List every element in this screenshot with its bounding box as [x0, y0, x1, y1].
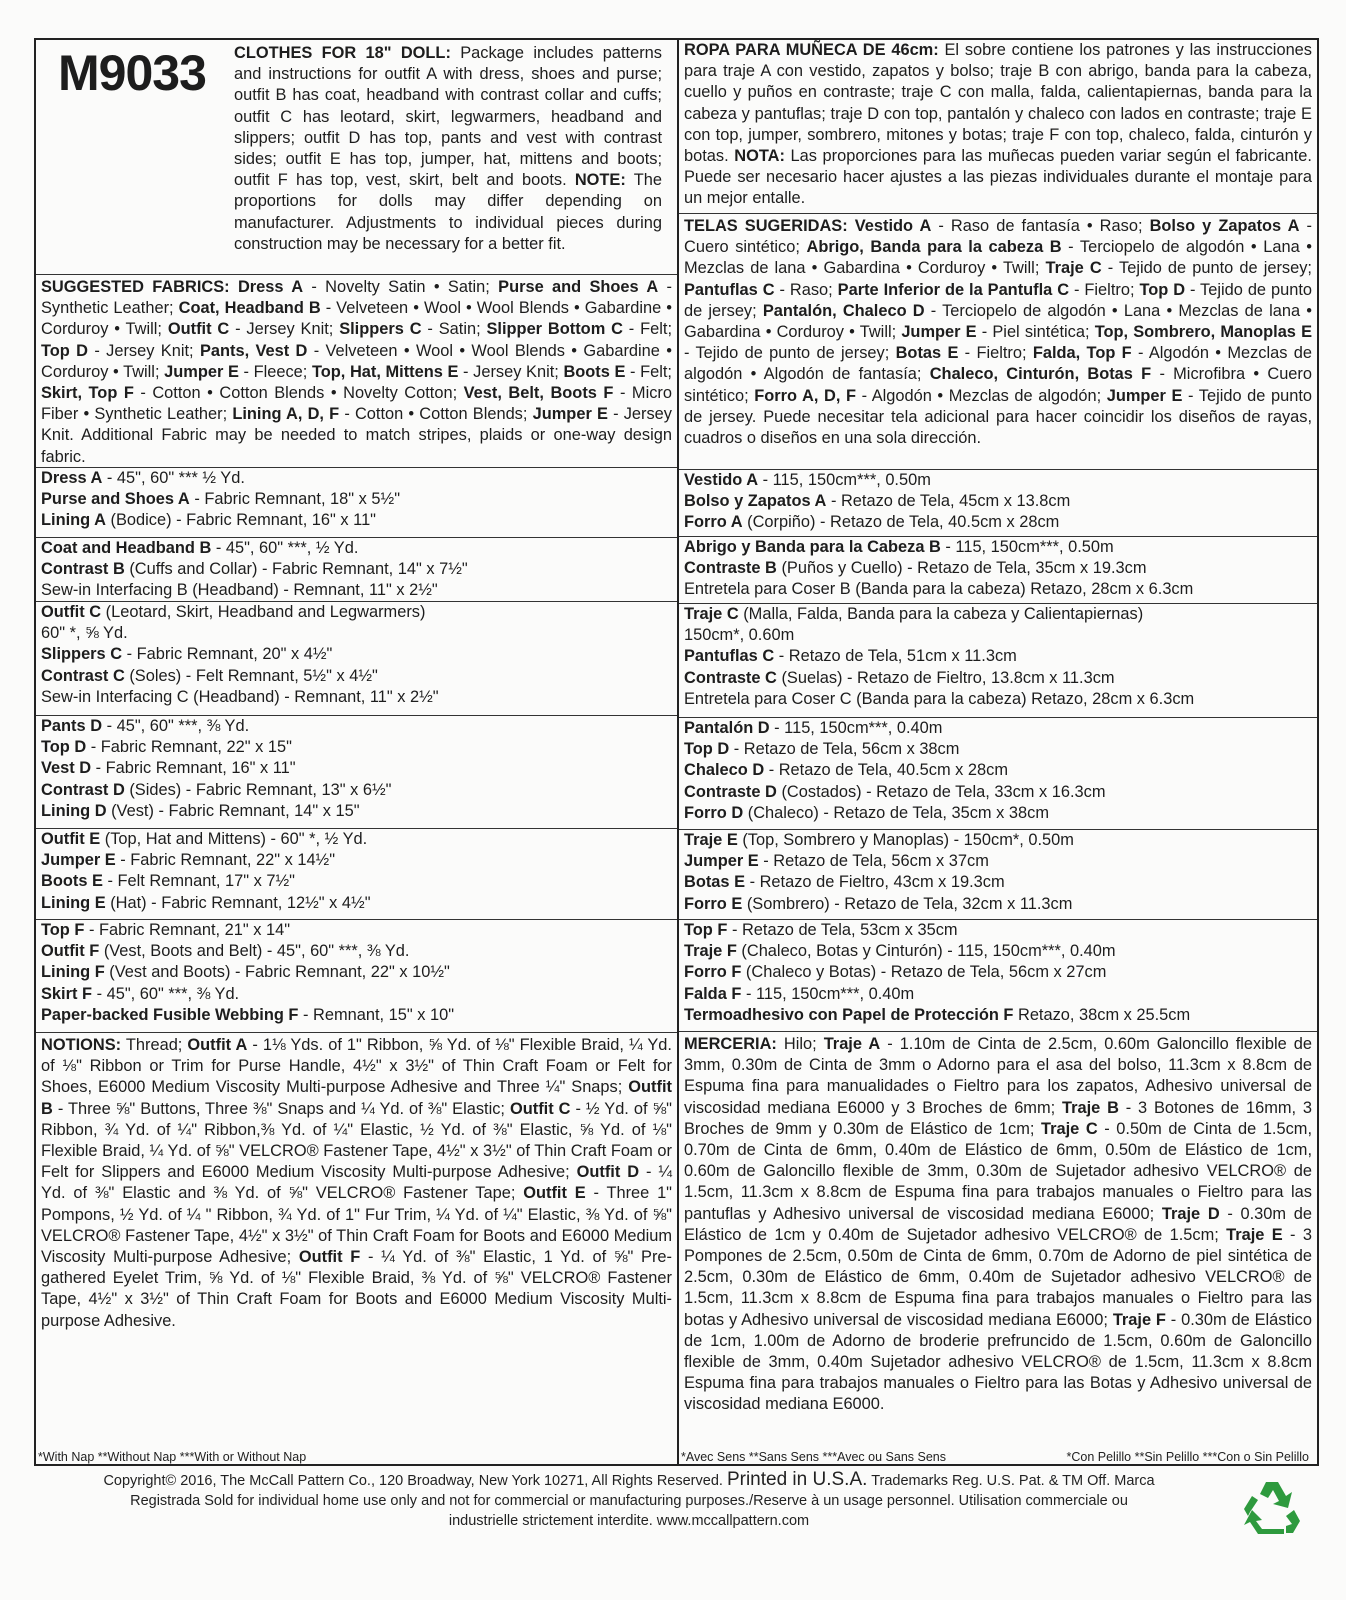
bold-run: Contrast D: [41, 780, 125, 799]
text-run: - Velveteen • Wool • Wool Blends • Gabardine • Corduroy • Twill;: [41, 299, 673, 339]
text-run: - 45", 60" ***, ⅜ Yd.: [92, 984, 240, 1003]
text-run: 60" *, ⅝ Yd.: [41, 624, 128, 643]
bold-run: Traje C: [1045, 259, 1102, 278]
text-run: - Retazo de Tela, 56cm x 37cm: [758, 852, 989, 871]
text-run: - ¼ Yd. of ⅜" Elastic and ⅜ Yd. of ⅝" VELCRO® Fastener Tape;: [41, 1163, 672, 1203]
bold-run: Outfit A: [187, 1036, 248, 1054]
bold-run: SUGGESTED FABRICS: Dress A: [41, 278, 304, 296]
text-run: - Three 1" Pompons, ½ Yd. of ¼ " Ribbon, ¾ Yd. of 1" Fur Trim, ¼ Yd. of ¼" Elastic, ⅜ Yd. of ⅝" VELCRO® Fastener Tape, 4½" x 3½" of Thin Craft Foam for Boots and E6000 Medium Viscosity Multi-purpose Adhesive;: [41, 1184, 673, 1267]
text-run: - 115, 150cm***, 0.40m: [769, 719, 943, 737]
bold-run: MERCERIA:: [684, 1035, 777, 1053]
spanish-intro: [684, 40, 1312, 210]
text-run: - Fleece;: [238, 362, 312, 381]
bold-run: Pants D: [41, 717, 103, 735]
text-run: Hilo;: [776, 1035, 824, 1053]
text-run: (Vest, Boots and Belt) - 45", 60" ***, ⅜ Yd.: [99, 942, 410, 961]
yardage-line: [684, 668, 1312, 689]
metraje-bloque-c: [679, 604, 1317, 718]
yardage-line: [684, 625, 1312, 646]
text-run: Retazo, 38cm x 25.5cm: [1013, 1005, 1191, 1024]
bold-run: Top D: [1139, 280, 1186, 299]
bold-run: Outfit E: [523, 1184, 586, 1203]
bold-run: Abrigo, Banda para la cabeza B: [806, 238, 1062, 257]
text-run: - 45", 60" *** ½ Yd.: [102, 469, 245, 487]
text-run: - Fieltro;: [958, 344, 1033, 363]
text-run: - Jersey Knit;: [88, 341, 200, 360]
yardage-line: [684, 470, 1312, 491]
text-run: - Tejido de punto de jersey;: [684, 344, 896, 363]
text-run: El sobre contiene los patrones y las instrucciones para traje A con vestido, zapatos y bolso; traje B con abrigo, banda para la cabeza, cuello y puños en contraste; traje C con malla, falda, calientapiernas, banda para la cabeza y pantuflas; traje D con top, pantalón y chaleco con lados en contraste; traje E con top, jumper, sombrero, mitones y botas; traje F con top, chaleco, falda, cinturón y botas.: [684, 41, 1312, 166]
bold-run: Slippers C: [339, 320, 422, 339]
bold-run: Traje E: [1226, 1225, 1283, 1244]
text-run: (Chaleco y Botas) - Retazo de Tela, 56cm x 27cm: [741, 963, 1107, 982]
bold-run: Forro F: [684, 963, 742, 982]
yardage-block-d: [36, 716, 677, 829]
english-column: [36, 40, 679, 1464]
text-run: - 0.30m de Elástico de 1cm, 1.00m de Adorno de broderie prefruncido de 1.5cm, 0.60m de Galoncillo flexible de 3mm, 0.40m Sujetador adhesivo VELCRO® de 1.5cm, 11.3cm x 8.8cm Espuma fina para trabajos manuales o Fieltro para las Botas y Adhesivo universal de viscosidad mediana E6000.: [684, 1310, 1312, 1414]
bold-run: Purse and Shoes A: [498, 278, 659, 296]
text-run: - 45", 60" ***, ½ Yd.: [211, 539, 359, 557]
text-run: (Costados) - Retazo de Tela, 33cm x 16.3cm: [776, 782, 1106, 801]
spanish-intro-section: [679, 40, 1317, 214]
english-intro: [234, 43, 662, 255]
text-run: - Tejido de punto de jersey. Puede necesitar tela adicional para hacer coincidir los diseños de rayas, cuadros o diseños en una sola dirección.: [684, 386, 1312, 448]
text-run: - Felt Remnant, 17" x 7½": [102, 872, 295, 891]
spanish-nap-footnote: *Con Pelillo **Sin Pelillo ***Con o Sin Pelillo: [1066, 1450, 1309, 1464]
merceria-text: [684, 1034, 1312, 1416]
yardage-line: [684, 872, 1312, 893]
bold-run: Contrast C: [41, 666, 125, 685]
bold-run: Lining F: [41, 963, 105, 982]
bold-run: Forro E: [684, 894, 743, 913]
bold-run: Outfit C: [41, 603, 102, 621]
yardage-line: [41, 941, 672, 962]
yardage-line: [41, 920, 672, 941]
bold-run: Vestido A: [684, 471, 759, 489]
bold-run: Forro A: [684, 513, 743, 532]
bold-run: Pants, Vest D: [199, 341, 308, 360]
text-run: Sew-in Interfacing C (Headband) - Remnant, 11" x 2½": [41, 687, 439, 706]
yardage-line: [684, 604, 1312, 625]
text-run: - Fabric Remnant, 20" x 4½": [122, 645, 333, 664]
bold-run: Coat and Headband B: [41, 539, 212, 557]
yardage-line: [41, 580, 672, 601]
yardage-line: [684, 830, 1312, 851]
yardage-line: [684, 646, 1312, 667]
copyright-line1a: Copyright© 2016, The McCall Pattern Co., 120 Broadway, New York 10271, All Rights Reserved.: [103, 1473, 723, 1489]
text-run: - Retazo de Tela, 51cm x 11.3cm: [774, 647, 1017, 666]
yardage-line: [684, 962, 1312, 983]
yardage-line: [684, 920, 1312, 941]
text-run: The proportions for dolls may differ depending on manufacturer. Adjustments to individual pieces during construction may be necessary for a better fit.: [234, 171, 662, 253]
bold-run: Termoadhesivo con Papel de Protección F: [684, 1005, 1014, 1024]
yardage-line: [41, 510, 672, 531]
yardage-line: [41, 602, 672, 623]
copyright-notice: [34, 1470, 1224, 1531]
bold-run: Top, Sombrero, Manoplas E: [1094, 323, 1313, 342]
text-run: - Fieltro;: [1069, 280, 1140, 299]
text-run: (Sides) - Fabric Remnant, 13" x 6½": [124, 780, 392, 799]
yardage-line: [41, 644, 672, 665]
copyright-line1c: Trademarks Reg. U.S. Pat. & TM Off. Marca: [871, 1473, 1155, 1489]
yardage-line: [684, 718, 1312, 739]
bold-run: Contraste C: [684, 668, 777, 687]
bold-run: Traje F: [684, 942, 737, 961]
telas-sugeridas-text: [684, 216, 1312, 449]
bold-run: Abrigo y Banda para la Cabeza B: [684, 538, 941, 556]
bold-run: NOTA:: [734, 147, 785, 166]
text-run: (Leotard, Skirt, Headband and Legwarmers): [101, 603, 426, 621]
text-run: (Sombrero) - Retazo de Tela, 32cm x 11.3cm: [742, 894, 1073, 913]
yardage-line: [41, 489, 672, 510]
text-run: - Fabric Remnant, 22" x 14½": [115, 851, 336, 870]
text-run: - Felt;: [622, 320, 672, 339]
bold-run: Top D: [41, 341, 89, 360]
text-run: - Retazo de Fieltro, 43cm x 19.3cm: [745, 873, 1005, 892]
copyright-line3: industrielle strictement interdite. www.mccallpattern.com: [448, 1513, 810, 1529]
yardage-line: [684, 803, 1312, 824]
text-run: - Fabric Remnant, 18" x 5½": [189, 490, 401, 509]
metraje-bloque-a: [679, 470, 1317, 537]
bold-run: Traje D: [1161, 1204, 1220, 1223]
text-run: - Fabric Remnant, 21" x 14": [84, 921, 291, 939]
text-run: - Algodón • Mezclas de algodón;: [855, 386, 1107, 405]
bold-run: Boots E: [563, 362, 626, 381]
bold-run: Jumper E: [684, 852, 759, 871]
english-intro-section: [36, 40, 677, 275]
text-run: - Synthetic Leather;: [41, 278, 672, 318]
yardage-line: [684, 1005, 1312, 1026]
bold-run: Outfit B: [41, 1078, 672, 1118]
english-nap-footnote: *With Nap **Without Nap ***With or Without Nap: [38, 1450, 307, 1464]
bold-run: Botas E: [684, 873, 746, 892]
bold-run: Pantuflas C: [684, 280, 775, 299]
text-run: - ½ Yd. of ⅝" Ribbon, ¾ Yd. of ¼" Ribbon,⅜ Yd. of ¼" Elastic, ½ Yd. of ⅜" Elastic, ⅝ Yd. of ⅛" Flexible Braid, ¼ Yd. of ⅝" VELCRO® Fastener Tape, 4½" x 3½" of Thin Craft Foam or Felt for Slippers and E6000 Medium Viscosity Multi-purpose Adhesive;: [41, 1099, 672, 1182]
text-run: (Soles) - Felt Remnant, 5½" x 4½": [124, 666, 378, 685]
yardage-line: [41, 829, 672, 850]
text-run: - Jersey Knit;: [458, 362, 564, 381]
yardage-line: [41, 850, 672, 871]
yardage-line: [41, 893, 672, 914]
bold-run: Slippers C: [41, 645, 123, 664]
text-run: - 1⅛ Yds. of 1" Ribbon, ⅝ Yd. of ⅛" Flexible Braid, ¼ Yd. of ⅛" Ribbon or Trim for Purse Handle, 4½" x 3½" of Thin Craft Foam or Felt for Shoes, E6000 Medium Viscosity Multi-purpose Adhesive and Three ¼" Snaps;: [41, 1036, 672, 1097]
bold-run: Top D: [684, 740, 730, 759]
yardage-line: [41, 801, 672, 822]
text-run: - Raso;: [774, 280, 838, 299]
text-run: (Suelas) - Retazo de Fieltro, 13.8cm x 11.3cm: [776, 668, 1115, 687]
telas-sugeridas: [679, 214, 1317, 470]
bold-run: Pantalón D: [684, 719, 770, 737]
bold-run: Outfit C: [509, 1099, 571, 1118]
bold-run: Outfit D: [576, 1163, 640, 1182]
bold-run: Paper-backed Fusible Webbing F: [41, 1005, 299, 1024]
bold-run: Dress A: [41, 469, 103, 487]
bold-run: Parte Inferior de la Pantufla C: [837, 280, 1070, 299]
text-run: - 45", 60" ***, ⅜ Yd.: [102, 717, 250, 735]
text-run: - Raso de fantasía • Raso;: [931, 217, 1150, 235]
text-run: - 3 Pompones de 2.5cm, 0.50m de Cinta de 6mm, 0.70m de Adorno de piel sintética de 2.5cm, 0.30m de Elástico de 6mm, 0.40m de Sujetador adhesivo VELCRO® de 1.5cm, 11.3cm x 8.8cm de Espuma fina para trabajos manuales o Fieltro para las botas y Adhesivo universal de viscosidad mediana E6000;: [684, 1225, 1312, 1329]
bold-run: NOTE:: [574, 171, 626, 190]
text-run: (Top, Sombrero y Manoplas) - 150cm*, 0.50m: [737, 831, 1074, 849]
bold-run: Forro D: [684, 803, 744, 822]
text-run: - Satin;: [421, 320, 487, 339]
bold-run: CLOTHES FOR 18" DOLL:: [234, 44, 451, 62]
yardage-block-a: [36, 468, 677, 538]
bold-run: Lining E: [41, 893, 106, 912]
yardage-line: [684, 760, 1312, 781]
text-run: - Microfibra • Cuero sintético;: [684, 365, 1312, 405]
bold-run: Skirt, Top F: [41, 384, 134, 403]
text-run: - Novelty Satin • Satin;: [303, 278, 499, 296]
text-run: (Vest) - Fabric Remnant, 14" x 15": [106, 801, 360, 820]
text-run: - 115, 150cm***, 0.40m: [741, 984, 915, 1003]
bold-run: Falda F: [684, 984, 742, 1003]
yardage-block-c: [36, 602, 677, 716]
bold-run: Contraste B: [684, 559, 777, 578]
copyright-line2: Registrada Sold for individual home use only and not for commercial or manufacturing purposes./Reserve à un usage personnel. Utilisation commerciale ou: [130, 1493, 1128, 1509]
bold-run: Skirt F: [41, 984, 93, 1003]
bold-run: Contrast B: [41, 560, 125, 579]
text-run: (Bodice) - Fabric Remnant, 16" x 11": [105, 511, 376, 530]
text-run: Entretela para Coser B (Banda para la cabeza) Retazo, 28cm x 6.3cm: [684, 580, 1194, 599]
text-run: - Three ⅝" Buttons, Three ⅜" Snaps and ¼ Yd. of ⅜" Elastic;: [52, 1099, 510, 1118]
yardage-line: [41, 666, 672, 687]
text-run: (Corpiño) - Retazo de Tela, 40.5cm x 28cm: [742, 513, 1060, 532]
bold-run: Pantalón, Chaleco D: [762, 301, 925, 320]
bold-run: Botas E: [895, 344, 959, 363]
yardage-line: [684, 894, 1312, 915]
bold-run: NOTIONS:: [41, 1036, 122, 1054]
text-run: - Terciopelo de algodón • Lana • Mezclas de lana • Gabardina • Corduroy • Twill;: [684, 301, 1312, 342]
text-run: - Algodón • Mezclas de algodón • Algodón de fantasía;: [684, 344, 1312, 384]
text-run: (Top, Hat and Mittens) - 60" *, ½ Yd.: [100, 830, 368, 848]
bold-run: Top F: [41, 921, 85, 939]
bold-run: Vest, Belt, Boots F: [463, 384, 614, 403]
pattern-back-sheet: [34, 38, 1319, 1466]
bold-run: Contraste D: [684, 782, 777, 801]
yardage-line: [41, 780, 672, 801]
text-run: - Retazo de Tela, 40.5cm x 28cm: [764, 761, 1009, 780]
text-run: - Jersey Knit;: [229, 320, 340, 339]
yardage-line: [41, 687, 672, 708]
bold-run: Lining D: [41, 801, 107, 820]
spanish-column: [679, 40, 1317, 1464]
text-run: - 1.10m de Cinta de 2.5cm, 0.60m Galoncillo flexible de 3mm, 0.30m de Cinta de 3mm o Adorno para el asa del bolso, 11.3cm x 8.8cm de Espuma fina para manualidades o Fieltro para los zapatos, Adhesivo universal de viscosidad mediana E6000 y 3 Broches de 6mm;: [684, 1035, 1312, 1117]
yardage-line: [684, 689, 1312, 710]
text-run: - Retazo de Tela, 53cm x 35cm: [727, 921, 958, 939]
text-run: - Fabric Remnant, 16" x 11": [91, 759, 296, 778]
text-run: - 115, 150cm***, 0.50m: [758, 471, 931, 489]
bold-run: Bolso y Zapatos A: [684, 492, 827, 511]
bold-run: Traje C: [684, 605, 739, 623]
yardage-line: [41, 871, 672, 892]
bold-run: Traje C: [1041, 1119, 1098, 1138]
text-run: - Micro Fiber • Synthetic Leather;: [41, 384, 672, 424]
yardage-line: [684, 851, 1312, 872]
text-run: (Chaleco) - Retazo de Tela, 35cm x 38cm: [743, 803, 1049, 822]
text-run: - ¼ Yd. of ⅜" Elastic, 1 Yd. of ⅝" Pre-gathered Eyelet Trim, ⅝ Yd. of ⅛" Flexible Braid, ⅜ Yd. of ⅝" VELCRO® Fastener Tape, 4½" x 3½" of Thin Craft Foam for Boots and E6000 Medium Viscosity Multi-purpose Adhesive.: [41, 1248, 672, 1330]
metraje-bloque-f: [679, 920, 1317, 1032]
yardage-line: [684, 782, 1312, 803]
yardage-line: [684, 491, 1312, 512]
bold-run: ROPA PARA MUÑECA DE 46cm:: [684, 41, 939, 59]
bold-run: Boots E: [41, 872, 103, 891]
bold-run: Jumper E: [532, 405, 608, 424]
text-run: - Retazo de Tela, 45cm x 13.8cm: [826, 492, 1071, 511]
notions-section: [36, 1033, 677, 1468]
yardage-block-e: [36, 829, 677, 920]
text-run: - 0.30m de Elástico de 1cm y 0.40m de Sujetador adhesivo VELCRO® de 1.5cm;: [684, 1204, 1312, 1244]
bold-run: Purse and Shoes A: [41, 490, 190, 509]
text-run: - 0.50m de Cinta de 1.5cm, 0.70m de Cinta de 6mm, 0.40m de Elástico de 6mm, 0.50m de Elástico de 1cm, 0.60m de Galoncillo flexible de 3mm, 0.30m de Sujetador adhesivo VELCRO® de 1.5cm, 11.3cm x 8.8cm de Espuma fina para trabajos manuales o Fieltro para las pantuflas y Adhesivo universal de viscosidad mediana E6000;: [684, 1119, 1313, 1223]
text-run: (Chaleco, Botas y Cinturón) - 115, 150cm***, 0.40m: [736, 942, 1116, 961]
bold-run: Top F: [684, 921, 728, 939]
text-run: - 115, 150cm***, 0.50m: [940, 538, 1114, 556]
printed-in-usa: Printed in U.S.A.: [726, 1469, 868, 1490]
recycle-icon: [1240, 1476, 1304, 1540]
bold-run: Jumper E: [1106, 386, 1183, 405]
text-run: Las proporciones para las muñecas pueden variar según el fabricante. Puede ser necesario hacer ajustes a las piezas individuales durante el montaje para un mejor entalle.: [684, 147, 1312, 208]
bold-run: Traje A: [823, 1035, 881, 1053]
bold-run: Lining A, D, F: [232, 405, 340, 424]
text-run: Thread;: [121, 1036, 188, 1054]
yardage-line: [41, 468, 672, 489]
bold-run: Chaleco D: [684, 761, 765, 780]
text-run: - Retazo de Tela, 56cm x 38cm: [729, 740, 960, 759]
bold-run: Jumper E: [164, 362, 239, 381]
bold-run: Outfit C: [167, 320, 230, 339]
bold-run: Coat, Headband B: [178, 299, 321, 318]
bold-run: Top D: [41, 738, 87, 757]
bold-run: Traje B: [1062, 1098, 1119, 1117]
merceria-section: [679, 1032, 1317, 1468]
text-run: Package includes patterns and instructions for outfit A with dress, shoes and purse; outfit B has coat, headband with contrast collar and cuffs; outfit C has leotard, skirt, legwarmers, headband and slippers; outfit D has top, pants and vest with contrast sides; outfit E has top, jumper, hat, mittens and boots; outfit F has top, vest, skirt, belt and boots.: [234, 44, 662, 190]
text-run: 150cm*, 0.60m: [684, 626, 795, 645]
yardage-line: [41, 716, 672, 737]
yardage-line: [684, 984, 1312, 1005]
french-nap-footnote: *Avec Sens **Sans Sens ***Avec ou Sans Sens: [681, 1450, 946, 1464]
text-run: - Piel sintética;: [976, 323, 1095, 342]
text-run: - Fabric Remnant, 22" x 15": [86, 738, 292, 757]
yardage-line: [41, 538, 672, 559]
bold-run: TELAS SUGERIDAS: Vestido A: [684, 217, 932, 235]
suggested-fabrics-text: [41, 277, 672, 468]
yardage-line: [684, 739, 1312, 760]
bold-run: Traje F: [1112, 1310, 1166, 1329]
text-run: - Terciopelo de algodón • Lana • Mezclas de lana • Gabardina • Corduroy • Twill;: [684, 238, 1312, 278]
text-run: - Remnant, 15" x 10": [298, 1005, 455, 1024]
yardage-line: [684, 537, 1312, 558]
text-run: - Cuero sintético;: [684, 217, 1312, 257]
text-run: Entretela para Coser C (Banda para la cabeza) Retazo, 28cm x 6.3cm: [684, 689, 1195, 708]
yardage-line: [41, 559, 672, 580]
bold-run: Lining A: [41, 511, 106, 530]
yardage-line: [684, 579, 1312, 600]
text-run: - Felt;: [625, 362, 672, 381]
bold-run: Falda, Top F: [1032, 344, 1132, 363]
bold-run: Vest D: [41, 759, 92, 778]
yardage-line: [684, 558, 1312, 579]
text-run: - Tejido de punto de jersey;: [684, 280, 1313, 320]
text-run: - Tejido de punto de jersey;: [1101, 259, 1312, 278]
pattern-number: M9033: [58, 45, 206, 101]
text-run: (Vest and Boots) - Fabric Remnant, 22" x 10½": [104, 963, 450, 982]
bold-run: Traje E: [684, 831, 738, 849]
bold-run: Outfit E: [41, 830, 101, 848]
metraje-bloque-d: [679, 718, 1317, 830]
yardage-line: [41, 1005, 672, 1026]
bold-run: Forro A, D, F: [754, 386, 856, 405]
bold-run: Jumper E: [901, 323, 977, 342]
text-run: (Hat) - Fabric Remnant, 12½" x 4½": [105, 893, 371, 912]
bold-run: Pantuflas C: [684, 647, 775, 666]
text-run: Sew-in Interfacing B (Headband) - Remnant, 11" x 2½": [41, 581, 438, 600]
text-run: (Malla, Falda, Banda para la cabeza y Calientapiernas): [738, 605, 1144, 623]
text-run: - Jersey Knit. Additional Fabric may be needed to match stripes, plaids or one-way design fabric.: [41, 405, 672, 466]
notions-text: [41, 1035, 672, 1332]
yardage-line: [41, 962, 672, 983]
text-run: (Cuffs and Collar) - Fabric Remnant, 14" x 7½": [124, 560, 468, 579]
text-run: - Cotton • Cotton Blends;: [339, 405, 533, 424]
yardage-line: [684, 941, 1312, 962]
yardage-line: [41, 758, 672, 779]
text-run: - Velveteen • Wool • Wool Blends • Gabardine • Corduroy • Twill;: [41, 341, 672, 381]
text-run: - Cotton • Cotton Blends • Novelty Cotton;: [133, 384, 464, 403]
suggested-fabrics: [36, 275, 677, 468]
yardage-line: [684, 512, 1312, 533]
metraje-bloque-e: [679, 830, 1317, 920]
text-run: - 3 Botones de 16mm, 3 Broches de 9mm y 0.30m de Elástico de 1cm;: [684, 1098, 1313, 1138]
bold-run: Outfit F: [41, 942, 100, 961]
yardage-line: [41, 737, 672, 758]
bold-run: Top, Hat, Mittens E: [311, 362, 459, 381]
bold-run: Bolso y Zapatos A: [1149, 217, 1300, 235]
text-run: (Puños y Cuello) - Retazo de Tela, 35cm x 19.3cm: [776, 559, 1147, 578]
yardage-block-f: [36, 920, 677, 1033]
bold-run: Chaleco, Cinturón, Botas F: [929, 365, 1152, 384]
yardage-line: [41, 623, 672, 644]
bold-run: Jumper E: [41, 851, 116, 870]
yardage-block-b: [36, 538, 677, 602]
metraje-bloque-b: [679, 537, 1317, 604]
bold-run: Outfit F: [298, 1248, 361, 1267]
bold-run: Slipper Bottom C: [486, 320, 623, 339]
yardage-line: [41, 984, 672, 1005]
